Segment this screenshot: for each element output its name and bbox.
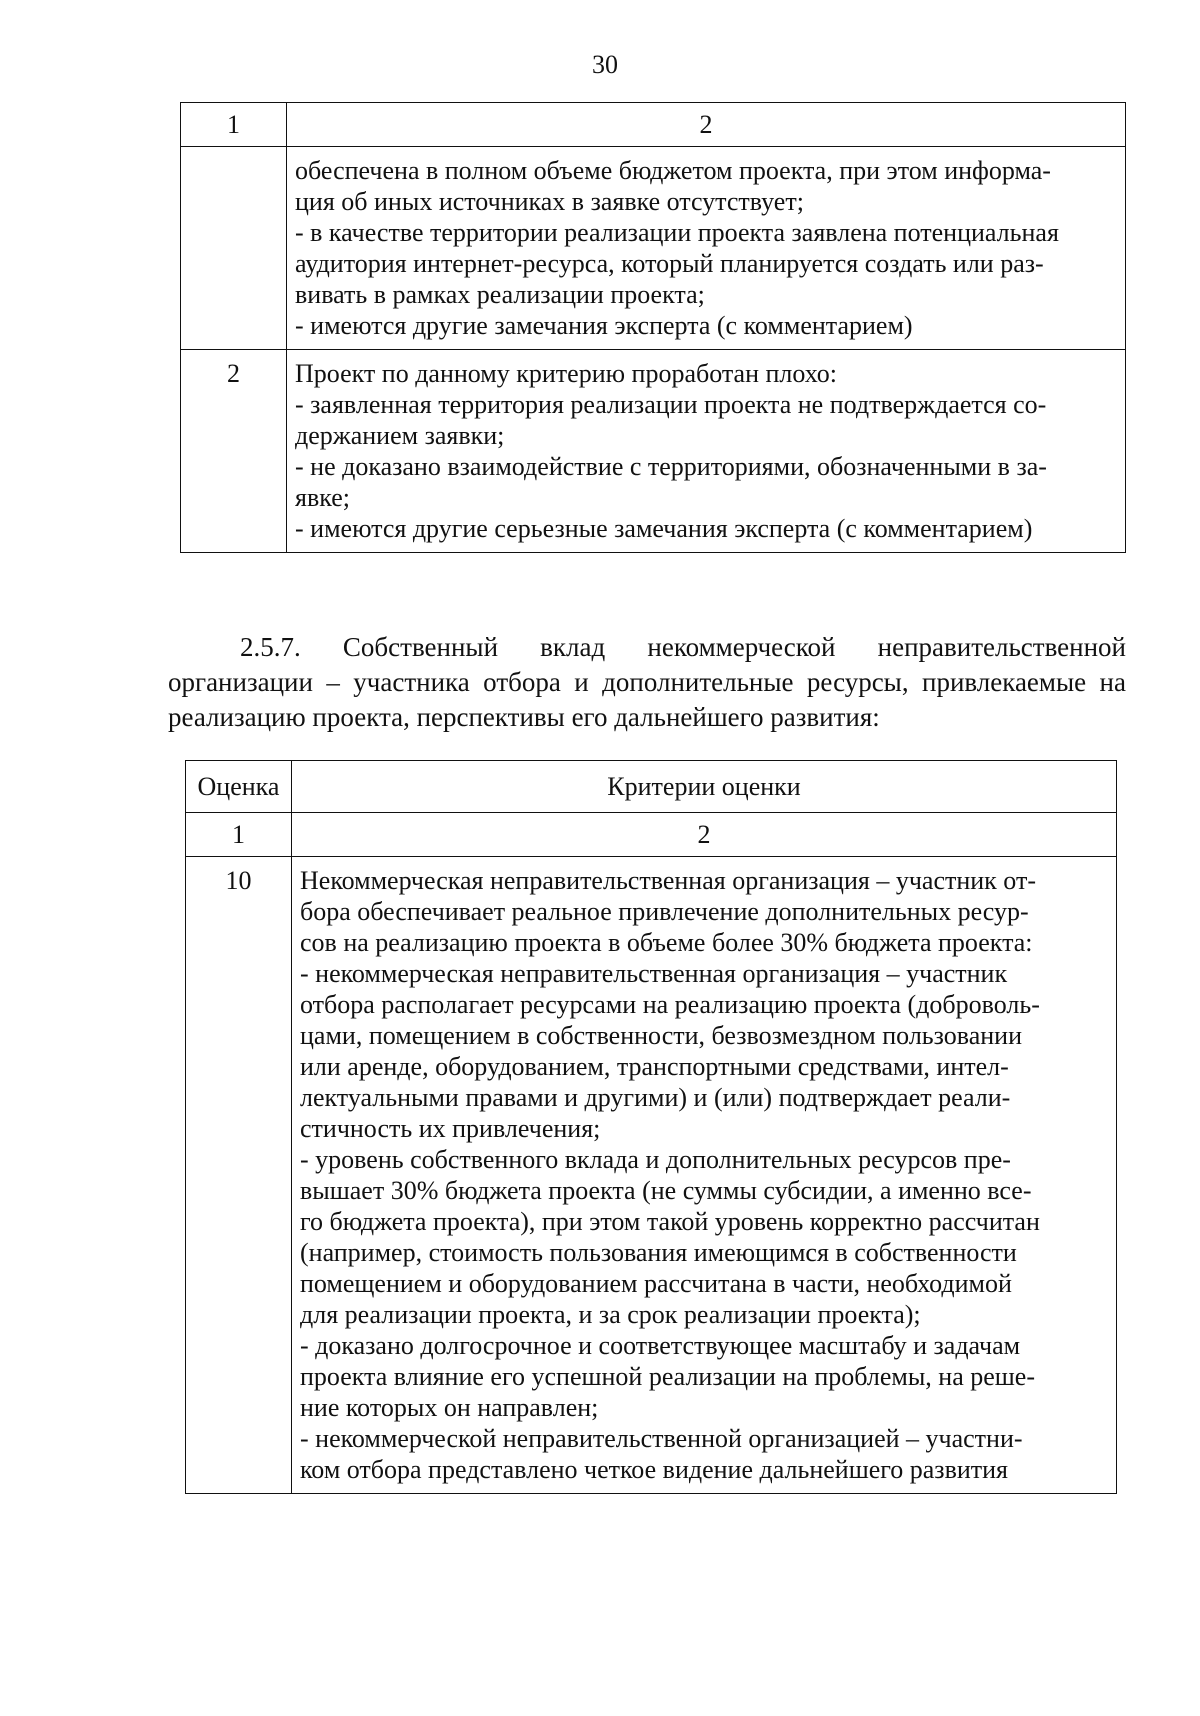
criteria-line: отбора располагает ресурсами на реализацию проекта (доброволь- [300, 990, 1040, 1019]
criteria-line: цами, помещением в собственности, безвозмездном пользовании [300, 1021, 1022, 1050]
criteria-line: (например, стоимость пользования имеющимся в собственности [300, 1238, 1017, 1267]
criteria-line: помещением и оборудованием рассчитана в части, необходимой [300, 1269, 1012, 1298]
criteria-line: ция об иных источниках в заявке отсутствует; [295, 187, 804, 216]
criteria-line: или аренде, оборудованием, транспортными средствами, интел- [300, 1052, 1009, 1081]
criteria-line: - не доказано взаимодействие с территориями, обозначенными в за- [295, 452, 1047, 481]
column-number-2: 2 [287, 103, 1126, 147]
table-header-row [181, 103, 1126, 147]
criteria-line: Проект по данному критерию проработан плохо: [295, 359, 837, 388]
table-row [181, 147, 1126, 350]
criteria-line: ком отбора представлено четкое видение дальнейшего развития [300, 1455, 1009, 1484]
column-number-2: 2 [292, 813, 1117, 857]
criteria-table-continued [180, 102, 1126, 553]
column-numbers-row [186, 813, 1117, 857]
criteria-line: Некоммерческая неправительственная организация – участник от- [300, 866, 1036, 895]
criteria-line: обеспечена в полном объеме бюджетом проекта, при этом информа- [295, 156, 1051, 185]
criteria-line: - уровень собственного вклада и дополнительных ресурсов пре- [300, 1145, 1011, 1174]
criteria-line: вивать в рамках реализации проекта; [295, 280, 705, 309]
score-cell: 10 [186, 857, 292, 1494]
score-cell [181, 147, 287, 350]
column-number-1: 1 [186, 813, 292, 857]
section-paragraph: 2.5.7. Собственный вклад некоммерческой неправительственной организации – участника отбора и дополнительные ресурсы, привлекаемые на реализацию проекта, перспективы его дальнейшего развития: [168, 632, 1126, 732]
criteria-line: го бюджета проекта), при этом такой уровень корректно рассчитан [300, 1207, 1040, 1236]
criteria-line: - имеются другие серьезные замечания эксперта (с комментарием) [295, 514, 1033, 543]
criteria-line: аудитория интернет-ресурса, который планируется создать или раз- [295, 249, 1044, 278]
criteria-cell [292, 857, 1117, 1494]
criteria-line: для реализации проекта, и за срок реализации проекта); [300, 1300, 921, 1329]
criteria-line: вышает 30% бюджета проекта (не суммы субсидии, а именно все- [300, 1176, 1032, 1205]
header-criteria: Критерии оценки [292, 761, 1117, 813]
criteria-line: стичность их привлечения; [300, 1114, 601, 1143]
criteria-line: лектуальными правами и другими) и (или) подтверждает реали- [300, 1083, 1011, 1112]
table-header-row [186, 761, 1117, 813]
column-number-1: 1 [181, 103, 287, 147]
criteria-line: сов на реализацию проекта в объеме более 30% бюджета проекта: [300, 928, 1033, 957]
page-number: 30 [592, 50, 618, 79]
criteria-line: проекта влияние его успешной реализации на проблемы, на реше- [300, 1362, 1035, 1391]
criteria-line: - имеются другие замечания эксперта (с комментарием) [295, 311, 913, 340]
criteria-table [185, 760, 1117, 1494]
header-score: Оценка [186, 761, 292, 813]
score-cell: 2 [181, 350, 287, 553]
table-row [186, 857, 1117, 1494]
criteria-line: держанием заявки; [295, 421, 505, 450]
criteria-line: - в качестве территории реализации проекта заявлена потенциальная [295, 218, 1059, 247]
criteria-cell [287, 147, 1126, 350]
criteria-line: - некоммерческой неправительственной организацией – участни- [300, 1424, 1023, 1453]
criteria-line: явке; [295, 483, 350, 512]
criteria-cell [287, 350, 1126, 553]
criteria-line: - заявленная территория реализации проекта не подтверждается со- [295, 390, 1047, 419]
criteria-line: - доказано долгосрочное и соответствующее масштабу и задачам [300, 1331, 1021, 1360]
criteria-line: бора обеспечивает реальное привлечение дополнительных ресур- [300, 897, 1029, 926]
table-row [181, 350, 1126, 553]
criteria-line: - некоммерческая неправительственная организация – участник [300, 959, 1008, 988]
criteria-line: ние которых он направлен; [300, 1393, 599, 1422]
